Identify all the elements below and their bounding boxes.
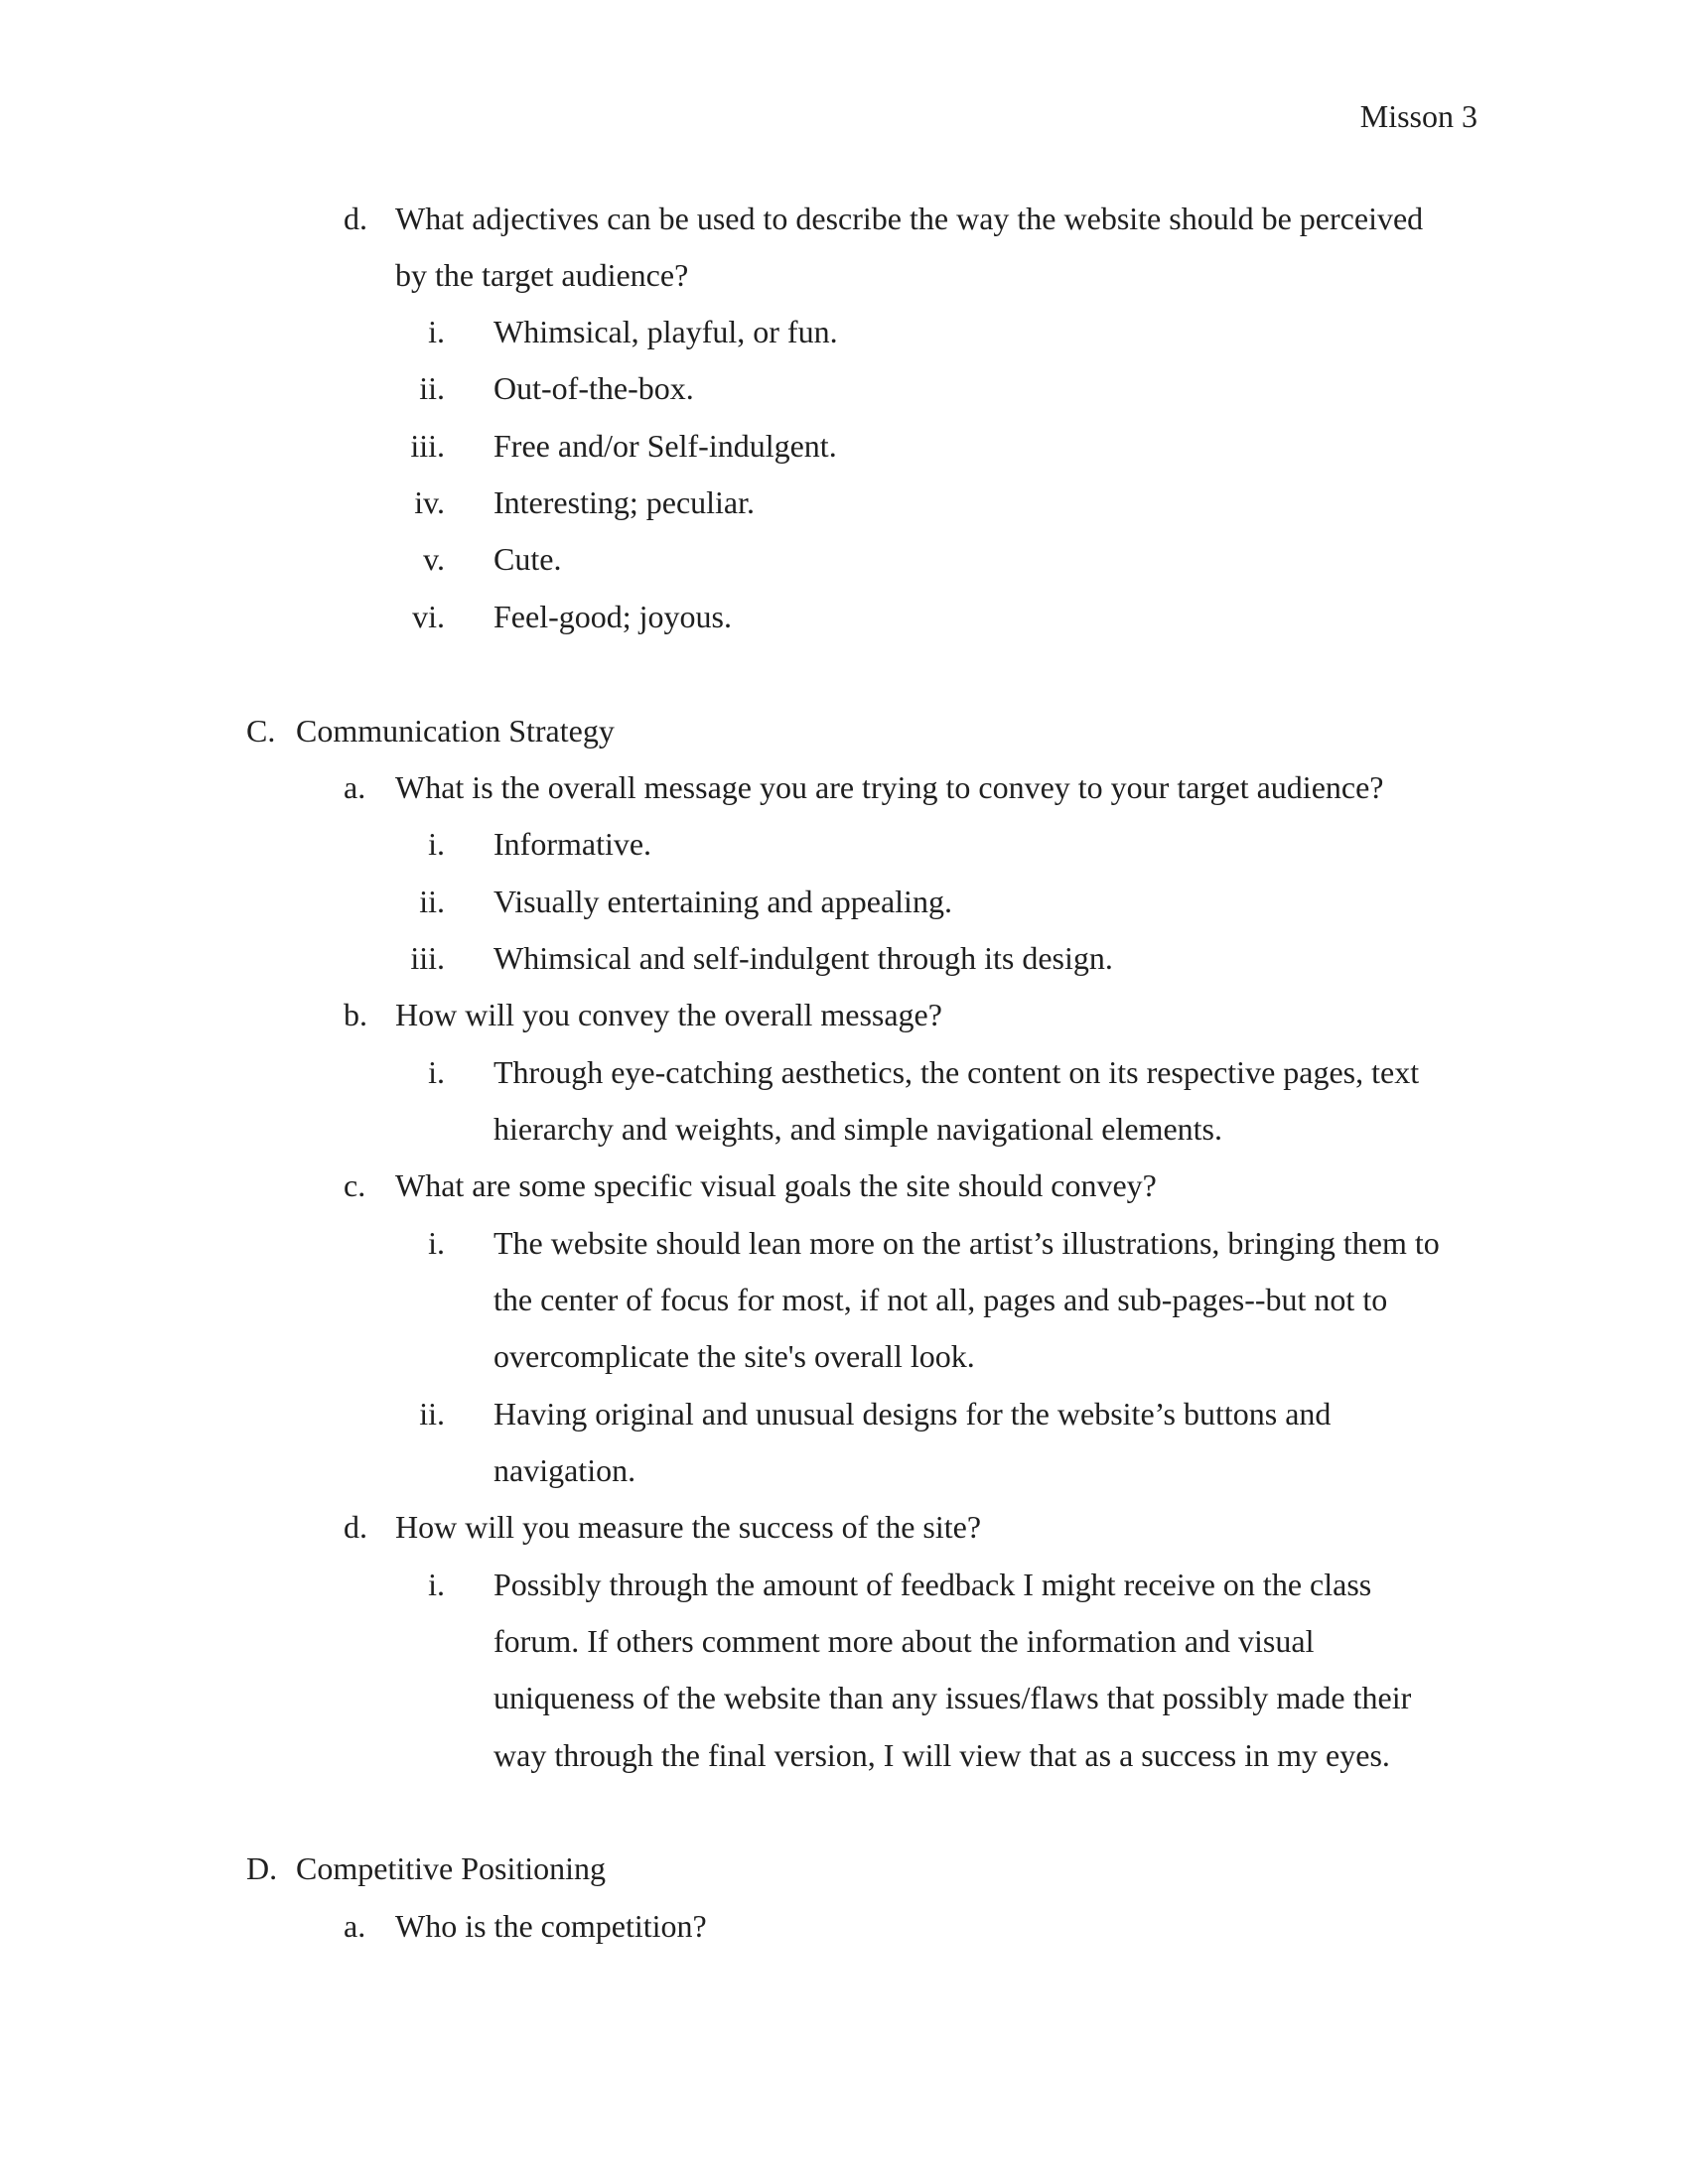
list-item-text: overcomplicate the site's overall look. bbox=[493, 1338, 975, 1374]
list-marker: ii. bbox=[419, 370, 445, 406]
list-item-text: Cute. bbox=[493, 541, 562, 577]
list-item-text: Whimsical and self-indulgent through its design. bbox=[493, 940, 1113, 976]
list-marker: i. bbox=[428, 1054, 445, 1090]
list-marker: i. bbox=[428, 826, 445, 862]
list-item-text: What adjectives can be used to describe the way the website should be perceived bbox=[395, 201, 1424, 236]
list-marker: a. bbox=[344, 1908, 366, 1944]
list-marker: v. bbox=[423, 541, 445, 577]
list-marker: C. bbox=[246, 713, 276, 749]
section-heading: Communication Strategy bbox=[296, 713, 615, 749]
list-item-text: Through eye-catching aesthetics, the content on its respective pages, text bbox=[493, 1054, 1420, 1090]
list-marker: d. bbox=[344, 1509, 367, 1545]
list-marker: iii. bbox=[410, 428, 445, 464]
list-item-text: uniqueness of the website than any issues/flaws that possibly made their bbox=[493, 1680, 1412, 1715]
list-item-text: Possibly through the amount of feedback I might receive on the class bbox=[493, 1567, 1372, 1602]
list-marker: c. bbox=[344, 1167, 366, 1203]
list-item-text: navigation. bbox=[493, 1452, 636, 1488]
list-item-text: forum. If others comment more about the information and visual bbox=[493, 1623, 1315, 1659]
list-item-text: What are some specific visual goals the site should convey? bbox=[395, 1167, 1157, 1203]
list-marker: iii. bbox=[410, 940, 445, 976]
list-item-text: The website should lean more on the artist’s illustrations, bringing them to bbox=[493, 1225, 1440, 1261]
list-item-text: Interesting; peculiar. bbox=[493, 484, 756, 520]
list-marker: iv. bbox=[414, 484, 445, 520]
section-heading: Competitive Positioning bbox=[296, 1850, 607, 1886]
list-item-text: hierarchy and weights, and simple navigational elements. bbox=[493, 1111, 1222, 1147]
list-item-text: Free and/or Self-indulgent. bbox=[493, 428, 837, 464]
list-item-text: Out-of-the-box. bbox=[493, 370, 694, 406]
list-item-text: Whimsical, playful, or fun. bbox=[493, 314, 838, 349]
list-marker: D. bbox=[246, 1850, 278, 1886]
list-marker: a. bbox=[344, 769, 366, 805]
list-marker: b. bbox=[344, 997, 367, 1032]
list-marker: i. bbox=[428, 1225, 445, 1261]
list-marker: ii. bbox=[419, 884, 445, 919]
list-marker: vi. bbox=[412, 599, 445, 634]
list-item-text: How will you convey the overall message? bbox=[395, 997, 942, 1032]
list-marker: d. bbox=[344, 201, 367, 236]
list-item-text: Feel-good; joyous. bbox=[493, 599, 732, 634]
list-marker: ii. bbox=[419, 1396, 445, 1432]
list-item-text: by the target audience? bbox=[395, 257, 689, 293]
list-item-text: Who is the competition? bbox=[395, 1908, 707, 1944]
list-item-text: way through the final version, I will view that as a success in my eyes. bbox=[493, 1737, 1390, 1773]
list-item-text: Informative. bbox=[493, 826, 652, 862]
list-item-text: Having original and unusual designs for the website’s buttons and bbox=[493, 1396, 1332, 1432]
list-marker: i. bbox=[428, 1567, 445, 1602]
list-marker: i. bbox=[428, 314, 445, 349]
list-item-text: Visually entertaining and appealing. bbox=[493, 884, 952, 919]
page-header: Misson 3 bbox=[1359, 98, 1477, 134]
list-item-text: the center of focus for most, if not all, pages and sub-pages--but not to bbox=[493, 1282, 1388, 1317]
list-item-text: How will you measure the success of the site? bbox=[395, 1509, 982, 1545]
list-item-text: What is the overall message you are trying to convey to your target audience? bbox=[395, 769, 1384, 805]
